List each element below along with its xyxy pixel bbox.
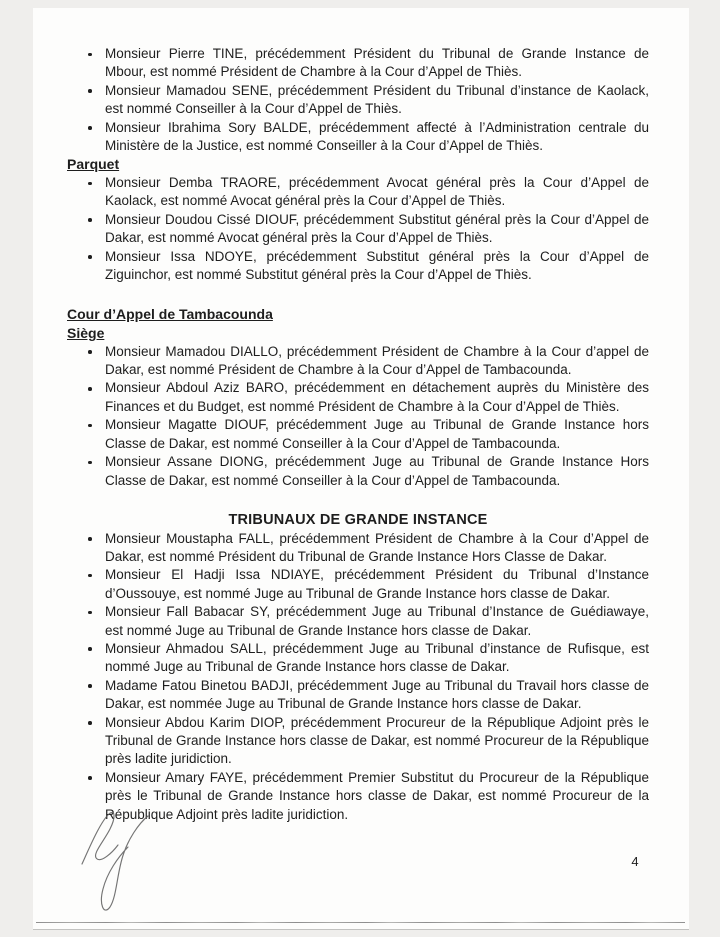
page-bottom-scan-line <box>36 922 685 923</box>
appointment-item: Monsieur Ahmadou SALL, précédemment Juge au Tribunal d’instance de Rufisque, est nommé Juge au Tribunal de Grande Instance hors classe de Dakar. <box>86 640 649 677</box>
appointment-item: Monsieur Moustapha FALL, précédemment Président de Chambre à la Cour d’Appel de Dakar, est nommé Président du Tribunal de Grande Instance Hors Classe de Dakar. <box>86 530 649 567</box>
appointments-list <box>86 45 649 155</box>
appointment-item: Monsieur Abdoul Aziz BARO, précédemment en détachement auprès du Ministère des Finances et du Budget, est nommé Président de Chambre à la Cour d’Appel de Thiès. <box>86 379 649 416</box>
section-heading: Cour d’Appel de Tambacounda <box>67 306 273 323</box>
appointment-item: Monsieur El Hadji Issa NDIAYE, précédemment Président du Tribunal d’Instance d’Oussouye, est nommé Juge au Tribunal de Grande Instance hors classe de Dakar. <box>86 566 649 603</box>
appointment-item: Monsieur Ibrahima Sory BALDE, précédemment affecté à l’Administration centrale du Ministère de la Justice, est nommé Conseiller à la Cour d’Appel de Thiès. <box>86 119 649 156</box>
signature-mark <box>78 806 156 924</box>
appointment-item: Monsieur Assane DIONG, précédemment Juge au Tribunal de Grande Instance Hors Classe de Dakar, est nommé Conseiller à la Cour d’Appel de Tambacounda. <box>86 453 649 490</box>
appointment-item: Monsieur Fall Babacar SY, précédemment Juge au Tribunal d’Instance de Guédiawaye, est nommé Juge au Tribunal de Grande Instance hors classe de Dakar. <box>86 603 649 640</box>
scanned-document-page <box>33 8 689 930</box>
document-body <box>33 8 689 824</box>
appointments-list <box>86 530 649 825</box>
appointment-item: Monsieur Pierre TINE, précédemment Président du Tribunal de Grande Instance de Mbour, est nommé Président de Chambre à la Cour d’Appel de Thiès. <box>86 45 649 82</box>
appointment-item: Monsieur Mamadou DIALLO, précédemment Président de Chambre à la Cour d’appel de Dakar, est nommé Président de Chambre à la Cour d’Appel de Tambacounda. <box>86 343 649 380</box>
section-heading: Siège <box>67 325 105 342</box>
appointment-item: Monsieur Demba TRAORE, précédemment Avocat général près la Cour d’Appel de Kaolack, est nommé Avocat général près la Cour d’Appel de Thiès. <box>86 174 649 211</box>
appointment-item: Monsieur Amary FAYE, précédemment Premier Substitut du Procureur de la République près le Tribunal de Grande Instance hors classe de Dakar, est nommé Procureur de la République Adjoint près ladite juridiction. <box>86 769 649 824</box>
appointment-item: Madame Fatou Binetou BADJI, précédemment Juge au Tribunal du Travail hors classe de Dakar, est nommée Juge au Tribunal de Grande Instance hors classe de Dakar. <box>86 677 649 714</box>
appointments-list <box>86 174 649 284</box>
appointment-item: Monsieur Mamadou SENE, précédemment Président du Tribunal d’instance de Kaolack, est nommé Conseiller à la Cour d’Appel de Thiès. <box>86 82 649 119</box>
section-heading-centered: TRIBUNAUX DE GRANDE INSTANCE <box>228 511 488 528</box>
appointment-item: Monsieur Abdou Karim DIOP, précédemment Procureur de la République Adjoint près le Tribunal de Grande Instance hors classe de Dakar, est nommé Procureur de la République près ladite juridiction. <box>86 714 649 769</box>
section-heading: Parquet <box>67 156 120 173</box>
appointment-item: Monsieur Issa NDOYE, précédemment Substitut général près la Cour d’Appel de Ziguinchor, est nommé Substitut général près la Cour d’Appel de Thiès. <box>86 248 649 285</box>
appointment-item: Monsieur Magatte DIOUF, précédemment Juge au Tribunal de Grande Instance hors Classe de Dakar, est nommé Conseiller à la Cour d’Appel de Tambacounda. <box>86 416 649 453</box>
appointment-item: Monsieur Doudou Cissé DIOUF, précédemment Substitut général près la Cour d’Appel de Dakar, est nommé Avocat général près la Cour d’Appel de Thiès. <box>86 211 649 248</box>
appointments-list <box>86 343 649 490</box>
page-number: 4 <box>631 854 639 869</box>
